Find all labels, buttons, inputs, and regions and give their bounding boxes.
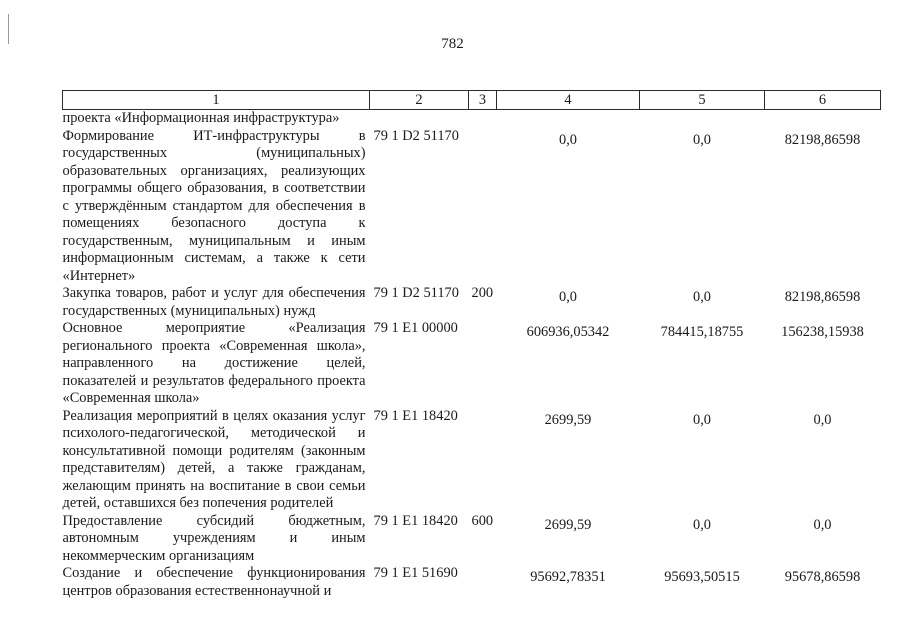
row-value-3: 95678,86598 (784, 569, 861, 585)
table-row (63, 285, 881, 320)
row-vr (469, 110, 497, 128)
row-vr: 200 (471, 285, 494, 301)
row-value-2: 0,0 (693, 289, 711, 305)
row-value-1: 0,0 (559, 289, 577, 305)
row-vr (469, 320, 497, 408)
row-value-3 (765, 110, 881, 128)
row-value-2: 784415,18755 (660, 324, 744, 340)
row-value-1: 2699,59 (544, 411, 592, 428)
row-vr (469, 565, 497, 600)
row-value-1: 606936,05342 (526, 324, 610, 340)
row-name: Закупка товаров, работ и услуг для обеспечения государственных (муниципальных) нужд (62, 285, 366, 319)
row-value-2: 95693,50515 (664, 569, 740, 585)
row-code: 79 1 E1 51690 (373, 565, 458, 581)
row-vr: 600 (471, 512, 494, 529)
row-value-3: 0,0 (813, 411, 832, 428)
header-col-3: 3 (469, 91, 497, 110)
row-name: Реализация мероприятий в целях оказания услуг психолого-педагогической, методической и консультативной помощи родителям (законным представителям) детей, а также гражданам, желающим принять на воспитание в свои семьи детей, оставшихся без попечения родителей (62, 407, 366, 511)
row-vr (469, 408, 497, 513)
row-code: 79 1 D2 51170 (373, 285, 459, 301)
table-row (63, 513, 881, 566)
budget-table (62, 90, 881, 600)
table-header (63, 91, 881, 110)
row-code: 79 1 D2 51170 (373, 127, 459, 144)
table-row (63, 128, 881, 286)
header-col-6: 6 (765, 91, 881, 110)
row-name: Формирование ИТ-инфраструктуры в государственных (муниципальных) образовательных организациях, реализующих программы общего образования, в соответствии с утверждённым стандартом для обеспечения в помещениях безопасного доступа к государственным, муниципальным и иным информационным системам, а также к сети «Интернет» (62, 127, 366, 284)
row-code: 79 1 E1 18420 (373, 407, 458, 424)
row-value-3: 0,0 (813, 516, 832, 533)
row-value-2: 0,0 (693, 411, 711, 428)
row-name: Основное мероприятие «Реализация регионального проекта «Современная школа», направленного на достижение целей, показателей и результатов федерального проекта «Современная школа» (62, 320, 366, 406)
row-name: Создание и обеспечение функционирования центров образования естественнонаучной и (62, 565, 366, 599)
table-row (63, 408, 881, 513)
row-value-2: 0,0 (693, 516, 711, 533)
row-value-2 (640, 110, 765, 128)
row-value-1: 0,0 (559, 131, 577, 148)
header-col-2: 2 (370, 91, 469, 110)
row-code: 79 1 E1 00000 (373, 320, 458, 336)
row-code (370, 110, 469, 128)
row-value-1: 95692,78351 (530, 569, 606, 585)
header-col-4: 4 (497, 91, 640, 110)
page-number: 782 (441, 36, 464, 52)
row-code: 79 1 E1 18420 (373, 512, 458, 529)
table-row (63, 565, 881, 600)
row-value-1: 2699,59 (544, 516, 592, 533)
row-name: проекта «Информационная инфраструктура» (62, 110, 340, 126)
row-name: Предоставление субсидий бюджетным, автономным учреждениям и иным некоммерческим организациям (62, 512, 366, 564)
row-value-3: 82198,86598 (784, 289, 861, 305)
header-col-5: 5 (640, 91, 765, 110)
row-vr (469, 128, 497, 286)
header-col-1: 1 (63, 91, 370, 110)
row-value-2: 0,0 (693, 131, 711, 148)
row-value-3: 82198,86598 (784, 131, 861, 148)
table-row (63, 110, 881, 128)
row-value-1 (497, 110, 640, 128)
row-value-3: 156238,15938 (781, 324, 864, 340)
table-row (63, 320, 881, 408)
